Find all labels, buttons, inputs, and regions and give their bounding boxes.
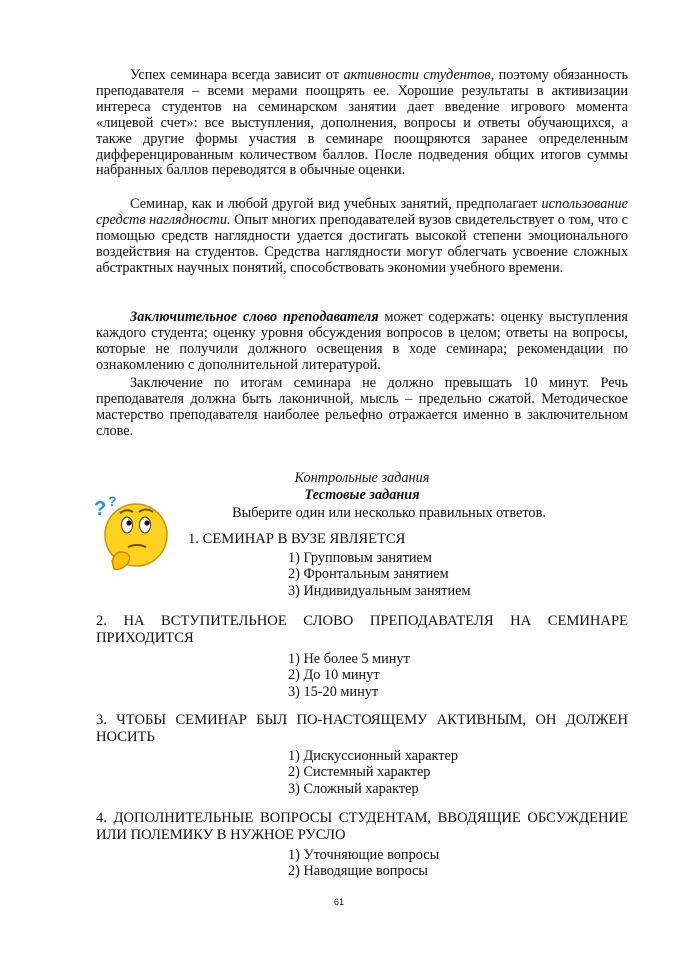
paragraph-text-run: активности студентов, (343, 67, 495, 83)
question-2-option-1: 1) Не более 5 минут (288, 651, 410, 667)
question-1-option-1: 1) Групповым занятием (288, 550, 432, 566)
question-2-option-2: 2) До 10 минут (288, 667, 380, 684)
question-1-options (288, 550, 471, 599)
question-2-options (288, 651, 410, 700)
question-4-option-2: 2) Наводящие вопросы (288, 863, 429, 880)
paragraph-seminar-success (96, 68, 628, 179)
question-1: 1. СЕМИНАР В ВУЗЕ ЯВЛЯЕТСЯ (188, 531, 406, 547)
page-number: 61 (333, 897, 344, 907)
question-mark-icon: ? (94, 498, 107, 520)
section-instruction: Выберите один или несколько правильных ответов. (232, 505, 546, 521)
question-3-option-3: 3) Сложный характер (288, 780, 419, 797)
question-3-option-1: 1) Дискуссионный характер (288, 748, 459, 764)
paragraph-text-run: Заключение по итогам семинара не должно превышать 10 минут. Речь преподавателя должна быть лаконичной, мысль – предельно сжатой. Методическое мастерство преподавателя наиболее рельефно отражается именно в заключительном слове. (96, 375, 628, 439)
section-title: Контрольные задания (294, 470, 430, 486)
question-1-option-3: 3) Индивидуальным занятием (288, 582, 471, 599)
paragraph-closing-word (96, 310, 628, 374)
question-3-option-2: 2) Системный характер (288, 764, 431, 781)
question-4-options (288, 847, 439, 880)
question-2-option-3: 3) 15-20 минут (288, 683, 379, 700)
paragraph-text-run: может содержать: оценку выступления каждого студента; оценку уровня обсуждения вопросов в целом; ответы на вопросы, которые не получили должного освещения в ходе семинара; рекомендации по ознакомлению с дополнительной литературой. (96, 309, 628, 373)
paragraph-conclusion (96, 376, 628, 440)
paragraph-text-run: Успех семинара всегда зависит от (130, 67, 344, 83)
question-3-options (288, 748, 458, 797)
question-mark-small-icon: ? (108, 493, 117, 509)
paragraph-text-run: Семинар, как и любой другой вид учебных занятий, предполагает (130, 196, 542, 212)
question-3: 3. ЧТОБЫ СЕМИНАР БЫЛ ПО-НАСТОЯЩЕМУ АКТИВНЫМ, ОН ДОЛЖЕН НОСИТЬ (96, 712, 628, 745)
paragraph-text-run: поэтому обязанность преподавателя – всеми мерами поощрять ее. Хорошие результаты в активизации интереса студентов на семинарском занятии дает введение игрового момента «лицевой счет»: все выступления, дополнения, вопросы и ответы обучающихся, а также другие формы участия в семинаре поощряются заранее определенным дифференцированным количеством баллов. После подведения общих итогов суммы набранных баллов переводятся в обычные оценки. (96, 67, 628, 179)
question-1-option-2: 2) Фронтальным занятием (288, 566, 449, 583)
thinking-face-icon (92, 493, 172, 580)
question-4-option-1: 1) Уточняющие вопросы (288, 847, 440, 863)
paragraph-text-run: использование средств наглядности. (96, 196, 628, 228)
paragraph-visual-aids (96, 197, 628, 277)
paragraph-text-run: Заключительное слово преподавателя (130, 309, 379, 325)
question-2: 2. НА ВСТУПИТЕЛЬНОЕ СЛОВО ПРЕПОДАВАТЕЛЯ НА СЕМИНАРЕ ПРИХОДИТСЯ (96, 613, 628, 646)
section-subtitle: Тестовые задания (304, 487, 420, 503)
paragraph-text-run: Опыт многих преподавателей вузов свидетельствует о том, что с помощью средств наглядности удается достигать высокой степени эмоционального воздействия на студентов. Средства наглядности могут облегчать усвоение сложных абстрактных научных понятий, способствовать экономии учебного времени. (96, 211, 628, 276)
question-4: 4. ДОПОЛНИТЕЛЬНЫЕ ВОПРОСЫ СТУДЕНТАМ, ВВОДЯЩИЕ ОБСУЖДЕНИЕ ИЛИ ПОЛЕМИКУ В НУЖНОЕ РУСЛО (96, 810, 628, 843)
